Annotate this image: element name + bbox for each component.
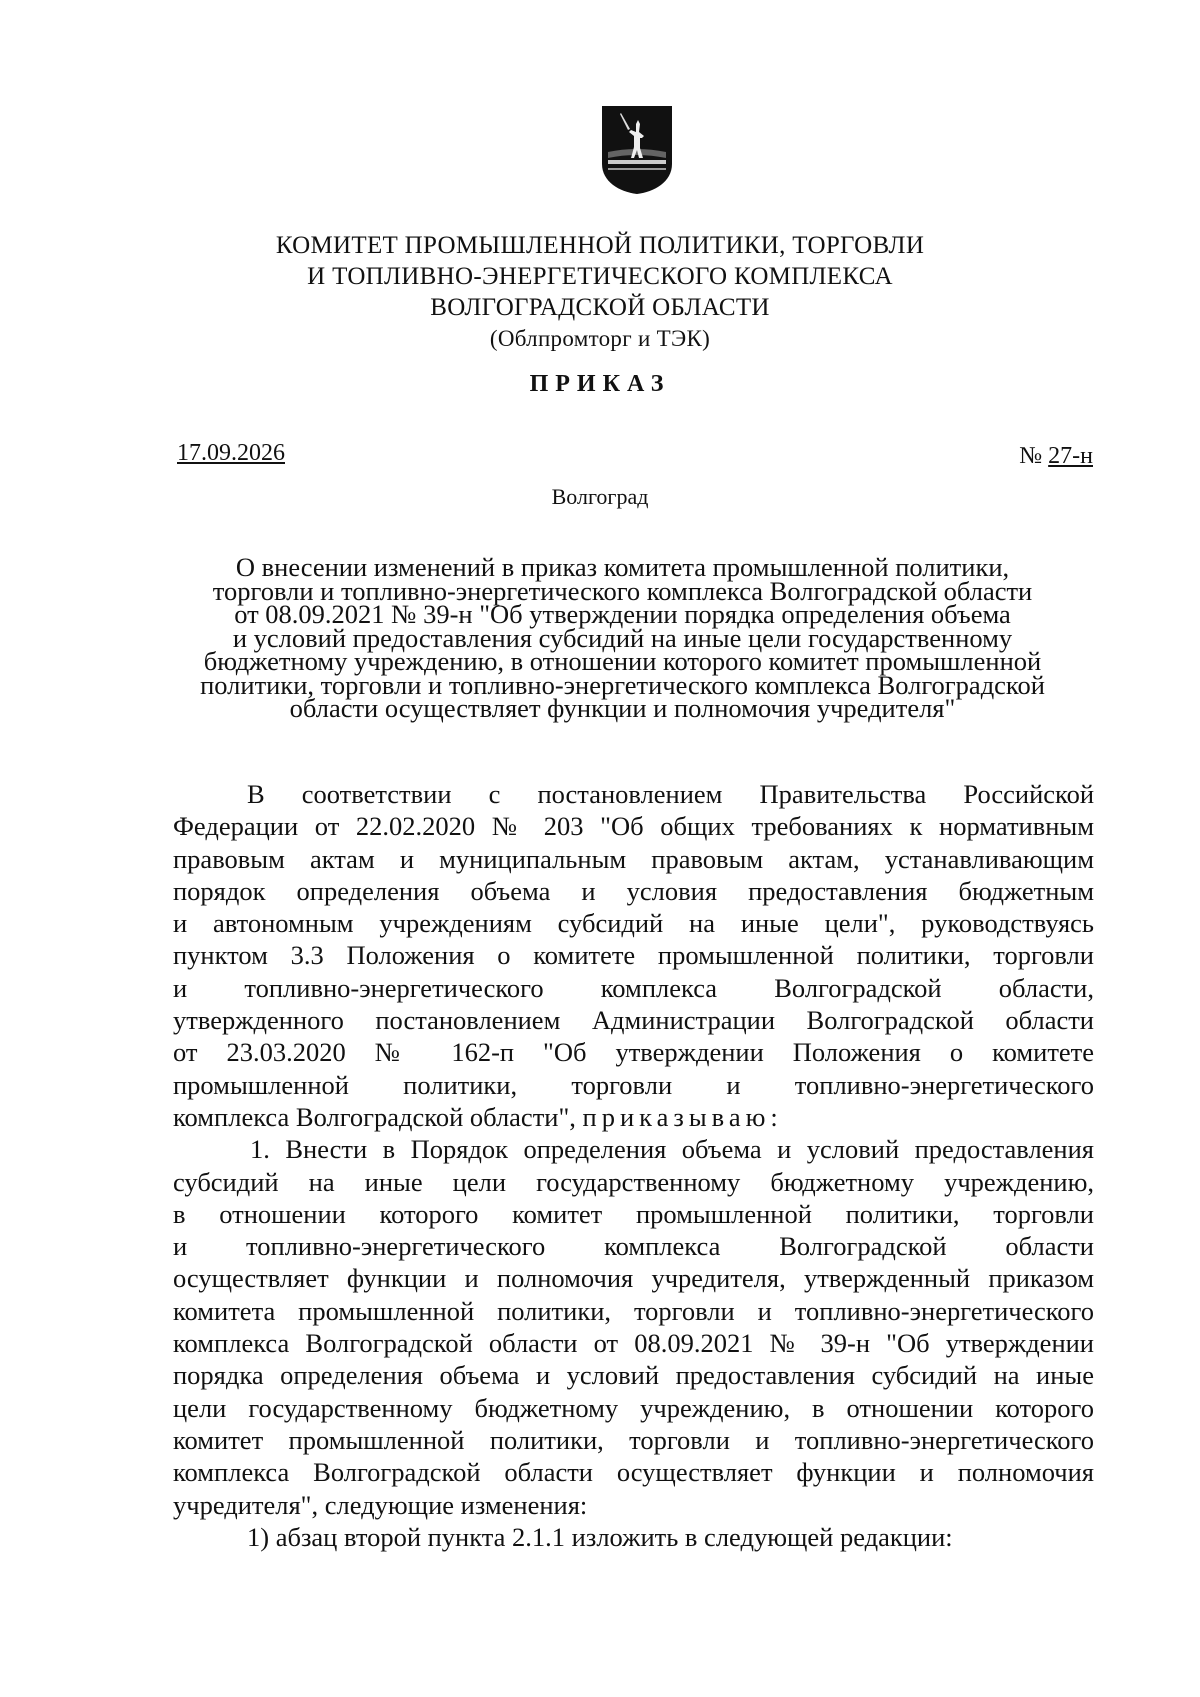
title-line: области осуществляет функции и полномочия учредителя"	[289, 693, 956, 723]
body-line: 1. Внести в Порядок определения объема и условий предоставления	[250, 1134, 1094, 1165]
body-line: и топливно-энергетического комплекса Волгоградской области,	[173, 972, 1094, 1003]
body-line: порядок определения объема и условия предоставления бюджетным	[173, 875, 1094, 906]
body-line: промышленной политики, торговли и топливно-энергетического	[173, 1069, 1094, 1100]
body-line: утвержденного постановлением Администрации Волгоградской области	[173, 1005, 1094, 1036]
city-name: Волгоград	[551, 484, 649, 509]
order-body	[173, 778, 1094, 1553]
body-line: субсидий на иные цели государственному бюджетному учреждению,	[173, 1166, 1094, 1197]
org-name-line: ВОЛГОГРАДСКОЙ ОБЛАСТИ	[430, 294, 770, 321]
order-number	[1019, 443, 1093, 470]
body-text: комплекса Волгоградской области",	[173, 1101, 576, 1132]
org-name-line: КОМИТЕТ ПРОМЫШЛЕННОЙ ПОЛИТИКИ, ТОРГОВЛИ	[275, 232, 925, 259]
body-line: комитет промышленной политики, торговли и топливно-энергетического	[173, 1424, 1094, 1455]
title-line: О внесении изменений в приказ комитета промышленной политики,	[235, 552, 1010, 582]
item-1-paragraph	[173, 1133, 1094, 1521]
preamble-paragraph	[173, 778, 1094, 1133]
body-line: комплекса Волгоградской области осуществляет функции и полномочия	[173, 1457, 1094, 1488]
body-line: В соответствии с постановлением Правительства Российской	[247, 779, 1094, 809]
body-line: учредителя", следующие изменения:	[173, 1489, 588, 1520]
order-directive: приказываю:	[582, 1101, 783, 1132]
order-title	[150, 552, 1095, 723]
body-line: в отношении которого комитет промышленной политики, торговли	[173, 1198, 1094, 1229]
body-line: и автономным учреждениям субсидий на иные цели", руководствуясь	[173, 908, 1094, 939]
body-line: Федерации от 22.02.2020 № 203 "Об общих требованиях к нормативным	[173, 811, 1094, 842]
document-type-title: ПРИКАЗ	[529, 371, 671, 397]
order-date: 17.09.2026	[177, 440, 285, 466]
body-line: комитета промышленной политики, торговли и топливно-энергетического	[173, 1295, 1094, 1326]
title-line: торговли и топливно-энергетического комплекса Волгоградской области	[212, 575, 1033, 606]
body-line: и топливно-энергетического комплекса Волгоградской области	[173, 1231, 1094, 1262]
org-abbreviation: (Облпромторг и ТЭК)	[489, 326, 711, 351]
volgograd-coat-of-arms-icon	[598, 102, 676, 196]
title-line: и условий предоставления субсидий на иные цели государственному	[232, 622, 1013, 653]
subitem-1-paragraph: 1) абзац второй пункта 2.1.1 изложить в следующей редакции:	[247, 1521, 953, 1552]
body-line: цели государственному бюджетному учреждению, в отношении которого	[173, 1392, 1094, 1423]
title-line: политики, торговли и топливно-энергетического комплекса Волгоградской	[200, 669, 1045, 700]
body-line: пунктом 3.3 Положения о комитете промышленной политики, торговли	[173, 940, 1094, 971]
body-line: от 23.03.2020 № 162-п "Об утверждении Положения о комитете	[173, 1037, 1094, 1068]
body-line: осуществляет функции и полномочия учредителя, утвержденный приказом	[173, 1263, 1094, 1294]
org-name-line: И ТОПЛИВНО-ЭНЕРГЕТИЧЕСКОГО КОМПЛЕКСА	[307, 263, 893, 290]
body-line: порядка определения объема и условий предоставления субсидий на иные	[173, 1360, 1094, 1391]
title-line: бюджетному учреждению, в отношении которого комитет промышленной	[203, 646, 1042, 676]
body-line: комплекса Волгоградской области от 08.09.2021 № 39-н "Об утверждении	[173, 1328, 1094, 1359]
title-line: от 08.09.2021 № 39-н "Об утверждении порядка определения объема	[234, 599, 1011, 629]
number-sign: №	[1019, 443, 1043, 469]
body-line	[173, 1101, 1094, 1133]
order-number-value: 27-н	[1048, 443, 1093, 469]
organization-header	[0, 230, 1200, 354]
body-line: правовым актам и муниципальным правовым актам, устанавливающим	[173, 843, 1094, 874]
